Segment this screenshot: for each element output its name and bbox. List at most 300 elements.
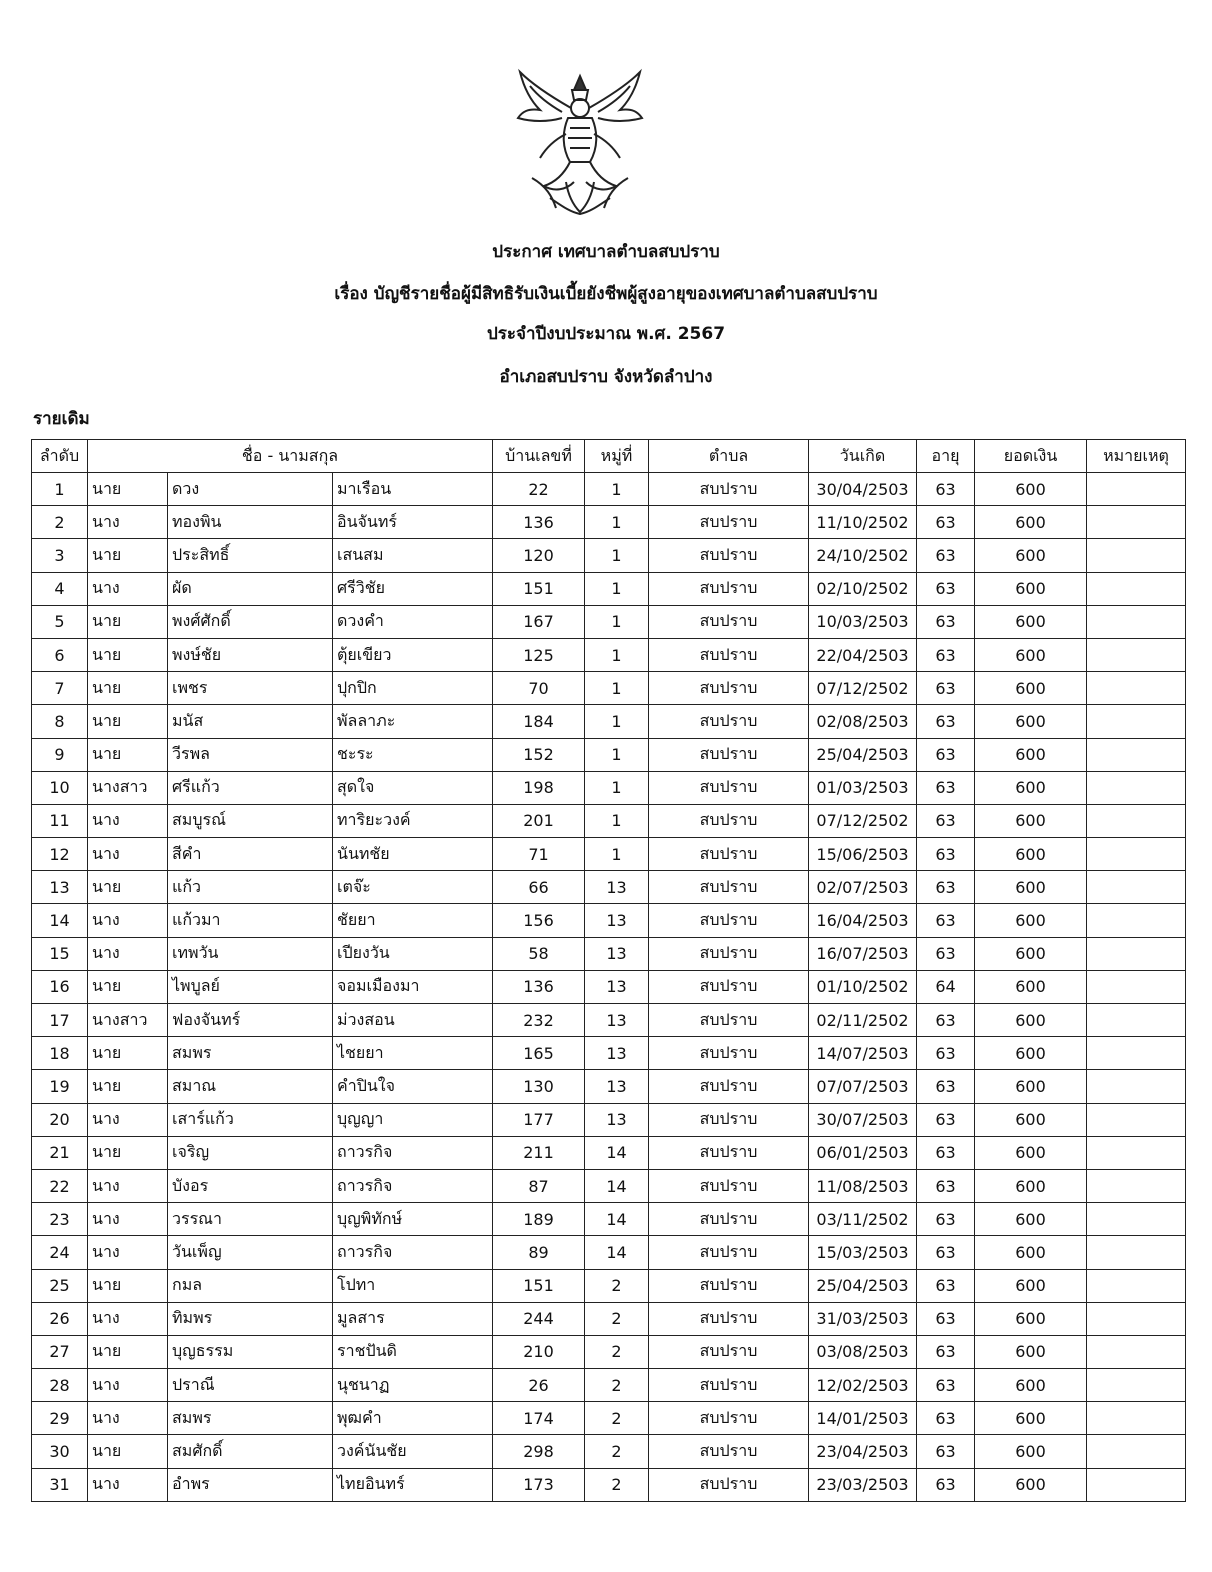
row-dob: 22/04/2503	[809, 638, 917, 671]
row-amount: 600	[975, 506, 1087, 539]
row-house-no: 156	[493, 904, 585, 937]
row-remark	[1087, 1402, 1186, 1435]
row-first-name: วรรณา	[168, 1203, 333, 1236]
row-tambon: สบปราบ	[649, 473, 809, 506]
table-row	[32, 473, 1186, 506]
garuda-emblem-icon	[510, 66, 650, 218]
table-row	[32, 1070, 1186, 1103]
row-tambon: สบปราบ	[649, 1037, 809, 1070]
row-last-name: ชะระ	[333, 738, 493, 771]
row-remark	[1087, 1037, 1186, 1070]
row-moo: 1	[585, 605, 649, 638]
row-prefix: นาง	[88, 1103, 168, 1136]
row-tambon: สบปราบ	[649, 1468, 809, 1501]
row-amount: 600	[975, 1402, 1087, 1435]
row-moo: 1	[585, 572, 649, 605]
announcement-subject: เรื่อง บัญชีรายชื่อผู้มีสิทธิรับเงินเบี้ยยังชีพผู้สูงอายุของเทศบาลตำบลสบปราบ	[334, 284, 878, 304]
row-first-name: อำพร	[168, 1468, 333, 1501]
table-row	[32, 1203, 1186, 1236]
row-no: 8	[32, 705, 88, 738]
row-house-no: 151	[493, 572, 585, 605]
row-last-name: ทาริยะวงค์	[333, 804, 493, 837]
row-prefix: นาย	[88, 970, 168, 1003]
col-no: ลำดับ	[32, 440, 88, 473]
row-no: 3	[32, 539, 88, 572]
row-dob: 10/03/2503	[809, 605, 917, 638]
row-dob: 24/10/2502	[809, 539, 917, 572]
row-first-name: บังอร	[168, 1169, 333, 1202]
row-amount: 600	[975, 871, 1087, 904]
row-moo: 1	[585, 738, 649, 771]
row-moo: 13	[585, 1037, 649, 1070]
row-amount: 600	[975, 705, 1087, 738]
row-last-name: อินจันทร์	[333, 506, 493, 539]
row-dob: 23/04/2503	[809, 1435, 917, 1468]
row-dob: 11/10/2502	[809, 506, 917, 539]
row-no: 30	[32, 1435, 88, 1468]
row-amount: 600	[975, 1302, 1087, 1335]
row-no: 1	[32, 473, 88, 506]
row-first-name: สีคำ	[168, 838, 333, 871]
row-no: 27	[32, 1335, 88, 1368]
table-row	[32, 705, 1186, 738]
row-house-no: 177	[493, 1103, 585, 1136]
row-dob: 02/08/2503	[809, 705, 917, 738]
row-amount: 600	[975, 1369, 1087, 1402]
row-no: 23	[32, 1203, 88, 1236]
row-house-no: 130	[493, 1070, 585, 1103]
table-row	[32, 605, 1186, 638]
row-house-no: 210	[493, 1335, 585, 1368]
row-age: 63	[917, 804, 975, 837]
row-moo: 1	[585, 838, 649, 871]
row-amount: 600	[975, 1103, 1087, 1136]
row-prefix: นาย	[88, 539, 168, 572]
row-last-name: วงค์นันชัย	[333, 1435, 493, 1468]
row-first-name: มนัส	[168, 705, 333, 738]
table-row	[32, 672, 1186, 705]
row-last-name: ปุกปิก	[333, 672, 493, 705]
table-row	[32, 838, 1186, 871]
row-first-name: ทิมพร	[168, 1302, 333, 1335]
row-last-name: ราชปันดิ	[333, 1335, 493, 1368]
row-prefix: นาง	[88, 904, 168, 937]
row-house-no: 201	[493, 804, 585, 837]
row-dob: 03/11/2502	[809, 1203, 917, 1236]
row-amount: 600	[975, 937, 1087, 970]
row-first-name: เทพวัน	[168, 937, 333, 970]
row-last-name: บุญพิทักษ์	[333, 1203, 493, 1236]
row-remark	[1087, 1136, 1186, 1169]
row-amount: 600	[975, 1236, 1087, 1269]
row-prefix: นาย	[88, 1070, 168, 1103]
row-last-name: สุดใจ	[333, 771, 493, 804]
row-age: 63	[917, 705, 975, 738]
row-tambon: สบปราบ	[649, 572, 809, 605]
row-amount: 600	[975, 738, 1087, 771]
row-no: 26	[32, 1302, 88, 1335]
row-last-name: ดวงคำ	[333, 605, 493, 638]
row-no: 24	[32, 1236, 88, 1269]
row-tambon: สบปราบ	[649, 1169, 809, 1202]
table-row	[32, 1169, 1186, 1202]
row-first-name: เพชร	[168, 672, 333, 705]
row-amount: 600	[975, 1136, 1087, 1169]
row-prefix: นาย	[88, 473, 168, 506]
table-row	[32, 738, 1186, 771]
row-last-name: นันทชัย	[333, 838, 493, 871]
row-dob: 14/07/2503	[809, 1037, 917, 1070]
row-moo: 13	[585, 970, 649, 1003]
row-remark	[1087, 1070, 1186, 1103]
row-first-name: บุญธรรม	[168, 1335, 333, 1368]
row-age: 63	[917, 1037, 975, 1070]
row-age: 63	[917, 638, 975, 671]
row-prefix: นาง	[88, 572, 168, 605]
row-amount: 600	[975, 572, 1087, 605]
row-tambon: สบปราบ	[649, 937, 809, 970]
row-house-no: 184	[493, 705, 585, 738]
row-age: 63	[917, 506, 975, 539]
row-first-name: สมพร	[168, 1037, 333, 1070]
col-amount: ยอดเงิน	[975, 440, 1087, 473]
table-row	[32, 970, 1186, 1003]
row-tambon: สบปราบ	[649, 771, 809, 804]
row-house-no: 136	[493, 506, 585, 539]
row-house-no: 189	[493, 1203, 585, 1236]
row-dob: 16/07/2503	[809, 937, 917, 970]
row-age: 63	[917, 1203, 975, 1236]
row-first-name: เสาร์แก้ว	[168, 1103, 333, 1136]
row-no: 29	[32, 1402, 88, 1435]
col-remark: หมายเหตุ	[1087, 440, 1186, 473]
row-moo: 13	[585, 871, 649, 904]
row-remark	[1087, 1369, 1186, 1402]
row-remark	[1087, 1335, 1186, 1368]
table-row	[32, 1369, 1186, 1402]
row-amount: 600	[975, 1468, 1087, 1501]
row-dob: 16/04/2503	[809, 904, 917, 937]
row-dob: 02/11/2502	[809, 1004, 917, 1037]
row-remark	[1087, 672, 1186, 705]
row-no: 2	[32, 506, 88, 539]
row-no: 7	[32, 672, 88, 705]
row-moo: 13	[585, 904, 649, 937]
row-tambon: สบปราบ	[649, 1236, 809, 1269]
row-tambon: สบปราบ	[649, 1435, 809, 1468]
row-prefix: นาย	[88, 871, 168, 904]
row-last-name: ถาวรกิจ	[333, 1136, 493, 1169]
table-row	[32, 638, 1186, 671]
row-moo: 2	[585, 1369, 649, 1402]
row-age: 63	[917, 605, 975, 638]
row-house-no: 22	[493, 473, 585, 506]
row-prefix: นาย	[88, 672, 168, 705]
row-moo: 1	[585, 804, 649, 837]
row-prefix: นางสาว	[88, 1004, 168, 1037]
row-amount: 600	[975, 970, 1087, 1003]
row-remark	[1087, 1236, 1186, 1269]
row-amount: 600	[975, 1037, 1087, 1070]
row-last-name: เตจ๊ะ	[333, 871, 493, 904]
row-first-name: ดวง	[168, 473, 333, 506]
row-moo: 2	[585, 1335, 649, 1368]
row-tambon: สบปราบ	[649, 1103, 809, 1136]
row-house-no: 125	[493, 638, 585, 671]
row-moo: 14	[585, 1203, 649, 1236]
row-dob: 01/10/2502	[809, 970, 917, 1003]
row-first-name: สมศักดิ์	[168, 1435, 333, 1468]
row-tambon: สบปราบ	[649, 838, 809, 871]
row-dob: 23/03/2503	[809, 1468, 917, 1501]
row-house-no: 174	[493, 1402, 585, 1435]
row-prefix: นาย	[88, 705, 168, 738]
row-age: 63	[917, 1269, 975, 1302]
row-no: 22	[32, 1169, 88, 1202]
row-last-name: ถาวรกิจ	[333, 1169, 493, 1202]
row-house-no: 232	[493, 1004, 585, 1037]
row-age: 63	[917, 672, 975, 705]
row-no: 20	[32, 1103, 88, 1136]
col-dob: วันเกิด	[809, 440, 917, 473]
row-tambon: สบปราบ	[649, 738, 809, 771]
row-dob: 02/07/2503	[809, 871, 917, 904]
row-dob: 15/06/2503	[809, 838, 917, 871]
row-house-no: 89	[493, 1236, 585, 1269]
row-no: 11	[32, 804, 88, 837]
row-remark	[1087, 605, 1186, 638]
row-tambon: สบปราบ	[649, 605, 809, 638]
row-house-no: 152	[493, 738, 585, 771]
row-amount: 600	[975, 1203, 1087, 1236]
row-tambon: สบปราบ	[649, 1335, 809, 1368]
row-first-name: ฟองจันทร์	[168, 1004, 333, 1037]
row-remark	[1087, 1468, 1186, 1501]
row-dob: 14/01/2503	[809, 1402, 917, 1435]
row-amount: 600	[975, 804, 1087, 837]
row-remark	[1087, 1203, 1186, 1236]
row-amount: 600	[975, 605, 1087, 638]
col-tambon: ตำบล	[649, 440, 809, 473]
row-prefix: นาง	[88, 1468, 168, 1501]
row-no: 28	[32, 1369, 88, 1402]
row-age: 63	[917, 1236, 975, 1269]
row-prefix: นาง	[88, 937, 168, 970]
row-prefix: นาย	[88, 1136, 168, 1169]
row-no: 5	[32, 605, 88, 638]
row-remark	[1087, 970, 1186, 1003]
row-moo: 2	[585, 1402, 649, 1435]
row-tambon: สบปราบ	[649, 1369, 809, 1402]
row-age: 63	[917, 1302, 975, 1335]
table-row	[32, 1136, 1186, 1169]
row-dob: 07/12/2502	[809, 672, 917, 705]
row-last-name: พัลลาภะ	[333, 705, 493, 738]
row-first-name: ทองพิน	[168, 506, 333, 539]
row-remark	[1087, 1103, 1186, 1136]
row-amount: 600	[975, 1169, 1087, 1202]
row-tambon: สบปราบ	[649, 1136, 809, 1169]
row-prefix: นางสาว	[88, 771, 168, 804]
table-row	[32, 572, 1186, 605]
row-first-name: ศรีแก้ว	[168, 771, 333, 804]
row-remark	[1087, 1004, 1186, 1037]
row-age: 63	[917, 572, 975, 605]
row-dob: 06/01/2503	[809, 1136, 917, 1169]
district-province: อำเภอสบปราบ จังหวัดลำปาง	[499, 367, 713, 387]
row-dob: 31/03/2503	[809, 1302, 917, 1335]
table-row	[32, 1037, 1186, 1070]
row-no: 4	[32, 572, 88, 605]
table-row	[32, 1004, 1186, 1037]
row-moo: 2	[585, 1468, 649, 1501]
row-first-name: แก้วมา	[168, 904, 333, 937]
row-tambon: สบปราบ	[649, 638, 809, 671]
row-tambon: สบปราบ	[649, 539, 809, 572]
row-no: 12	[32, 838, 88, 871]
row-moo: 13	[585, 937, 649, 970]
row-tambon: สบปราบ	[649, 1269, 809, 1302]
row-prefix: นาง	[88, 1402, 168, 1435]
row-moo: 1	[585, 539, 649, 572]
row-last-name: ไชยยา	[333, 1037, 493, 1070]
row-first-name: วีรพล	[168, 738, 333, 771]
row-first-name: ปราณี	[168, 1369, 333, 1402]
row-age: 63	[917, 1402, 975, 1435]
row-moo: 1	[585, 638, 649, 671]
row-dob: 03/08/2503	[809, 1335, 917, 1368]
table-row	[32, 1435, 1186, 1468]
table-row	[32, 771, 1186, 804]
col-moo: หมู่ที่	[585, 440, 649, 473]
row-house-no: 244	[493, 1302, 585, 1335]
row-last-name: โปทา	[333, 1269, 493, 1302]
row-age: 63	[917, 904, 975, 937]
row-remark	[1087, 738, 1186, 771]
row-first-name: พงษ์ชัย	[168, 638, 333, 671]
row-age: 63	[917, 1435, 975, 1468]
row-moo: 2	[585, 1269, 649, 1302]
row-moo: 1	[585, 705, 649, 738]
row-dob: 01/03/2503	[809, 771, 917, 804]
row-moo: 1	[585, 473, 649, 506]
row-tambon: สบปราบ	[649, 1070, 809, 1103]
row-house-no: 71	[493, 838, 585, 871]
row-tambon: สบปราบ	[649, 871, 809, 904]
row-age: 63	[917, 838, 975, 871]
row-no: 16	[32, 970, 88, 1003]
row-first-name: แก้ว	[168, 871, 333, 904]
row-no: 21	[32, 1136, 88, 1169]
row-amount: 600	[975, 838, 1087, 871]
row-last-name: ชัยยา	[333, 904, 493, 937]
row-dob: 12/02/2503	[809, 1369, 917, 1402]
row-age: 64	[917, 970, 975, 1003]
row-amount: 600	[975, 672, 1087, 705]
row-no: 19	[32, 1070, 88, 1103]
row-amount: 600	[975, 1435, 1087, 1468]
table-row	[32, 1468, 1186, 1501]
row-remark	[1087, 1269, 1186, 1302]
row-tambon: สบปราบ	[649, 804, 809, 837]
row-no: 25	[32, 1269, 88, 1302]
col-house: บ้านเลขที่	[493, 440, 585, 473]
row-remark	[1087, 937, 1186, 970]
row-age: 63	[917, 1335, 975, 1368]
row-age: 63	[917, 871, 975, 904]
table-row	[32, 1302, 1186, 1335]
row-moo: 14	[585, 1236, 649, 1269]
row-dob: 07/07/2503	[809, 1070, 917, 1103]
row-age: 63	[917, 937, 975, 970]
row-moo: 2	[585, 1435, 649, 1468]
row-age: 63	[917, 1136, 975, 1169]
row-amount: 600	[975, 904, 1087, 937]
row-moo: 1	[585, 771, 649, 804]
row-prefix: นาง	[88, 1169, 168, 1202]
row-amount: 600	[975, 1070, 1087, 1103]
row-tambon: สบปราบ	[649, 904, 809, 937]
row-amount: 600	[975, 539, 1087, 572]
table-row	[32, 804, 1186, 837]
row-prefix: นาง	[88, 838, 168, 871]
row-amount: 600	[975, 638, 1087, 671]
row-age: 63	[917, 1468, 975, 1501]
row-house-no: 120	[493, 539, 585, 572]
row-dob: 30/07/2503	[809, 1103, 917, 1136]
table-row	[32, 1236, 1186, 1269]
row-moo: 13	[585, 1070, 649, 1103]
row-tambon: สบปราบ	[649, 970, 809, 1003]
row-tambon: สบปราบ	[649, 506, 809, 539]
row-first-name: กมล	[168, 1269, 333, 1302]
row-prefix: นาง	[88, 1203, 168, 1236]
row-first-name: สมบูรณ์	[168, 804, 333, 837]
row-remark	[1087, 771, 1186, 804]
row-prefix: นาย	[88, 1037, 168, 1070]
row-dob: 25/04/2503	[809, 1269, 917, 1302]
row-moo: 13	[585, 1103, 649, 1136]
row-dob: 07/12/2502	[809, 804, 917, 837]
row-no: 18	[32, 1037, 88, 1070]
row-age: 63	[917, 1070, 975, 1103]
table-row	[32, 1402, 1186, 1435]
row-tambon: สบปราบ	[649, 1004, 809, 1037]
row-first-name: เจริญ	[168, 1136, 333, 1169]
row-last-name: ตุ้ยเขียว	[333, 638, 493, 671]
row-remark	[1087, 1435, 1186, 1468]
row-moo: 13	[585, 1004, 649, 1037]
row-house-no: 87	[493, 1169, 585, 1202]
row-last-name: ศรีวิชัย	[333, 572, 493, 605]
row-tambon: สบปราบ	[649, 672, 809, 705]
row-no: 14	[32, 904, 88, 937]
table-row	[32, 539, 1186, 572]
recipients-table	[31, 439, 1186, 1502]
row-age: 63	[917, 1169, 975, 1202]
row-no: 15	[32, 937, 88, 970]
row-no: 31	[32, 1468, 88, 1501]
table-row	[32, 1103, 1186, 1136]
row-remark	[1087, 506, 1186, 539]
row-age: 63	[917, 1103, 975, 1136]
row-last-name: ม่วงสอน	[333, 1004, 493, 1037]
row-amount: 600	[975, 1335, 1087, 1368]
row-prefix: นาย	[88, 1335, 168, 1368]
row-dob: 11/08/2503	[809, 1169, 917, 1202]
row-moo: 14	[585, 1169, 649, 1202]
row-last-name: พุฒคำ	[333, 1402, 493, 1435]
